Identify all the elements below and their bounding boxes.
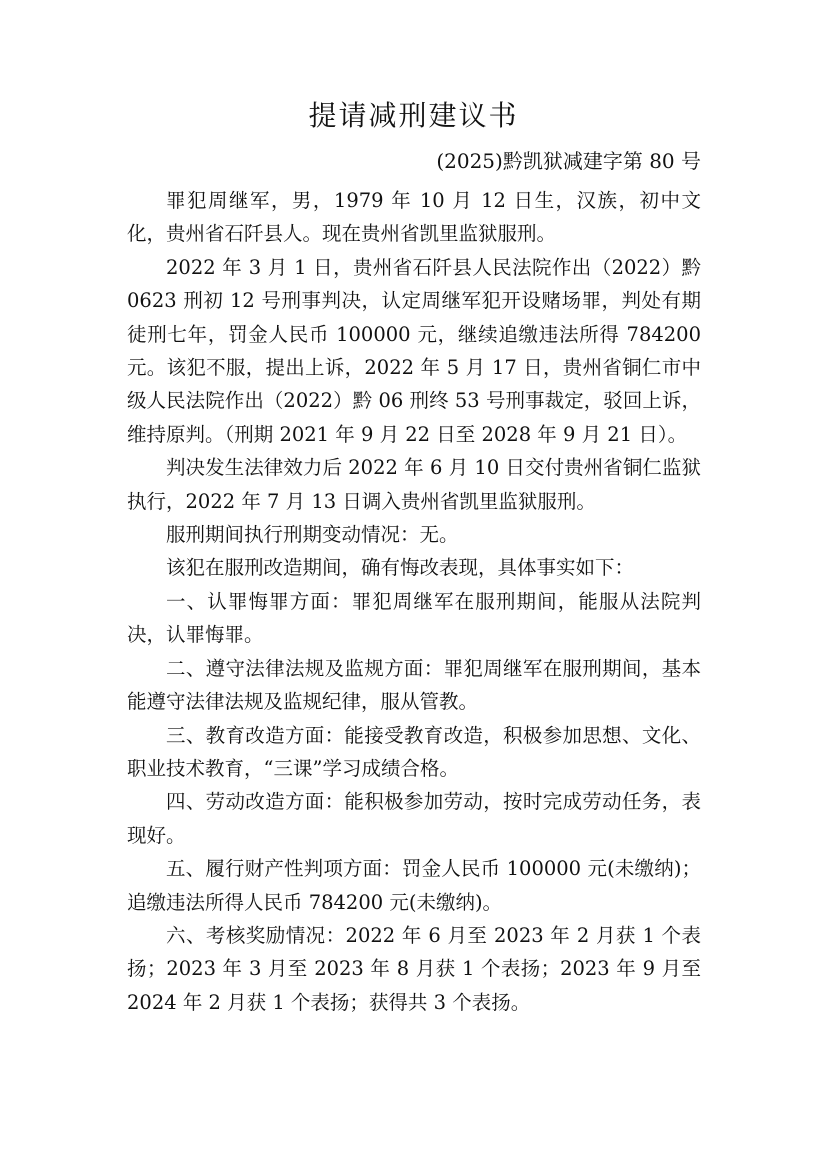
paragraph-item-4: 四、劳动改造方面：能积极参加劳动，按时完成劳动任务，表现好。 (127, 790, 701, 847)
paragraph-transfer: 判决发生法律效力后 2022 年 6 月 10 日交付贵州省铜仁监狱执行，2022 年 7 月 13 日调入贵州省凯里监狱服刑。 (127, 456, 701, 513)
paragraph-item-1: 一、认罪悔罪方面：罪犯周继军在服刑期间，能服从法院判决，认罪悔罪。 (127, 589, 701, 647)
document-number: (2025)黔凯狱减建字第 80 号 (436, 149, 701, 173)
paragraph-judgment: 2022 年 3 月 1 日，贵州省石阡县人民法院作出（2022）黔 0623 刑初 12 号刑事判决，认定周继军犯开设赌场罪，判处有期徒刑七年，罚金人民币 100000 元，继续追缴违法所得 784200 元。该犯不服，提出上诉，2022 年 5 月 17 日，贵州省铜仁市中级人民法院作出（2022）黔 06 刑终 53 号刑事裁定，驳回上诉，维持原判。（刑期 2021 年 9 月 22 日至 2028 年 9 月 21 日）。 (127, 255, 701, 446)
document-title: 提请减刑建议书 (308, 99, 519, 132)
paragraph-item-3: 三、教育改造方面：能接受教育改造，积极参加思想、文化、职业技术教育，“三课”学习成绩合格。 (127, 723, 701, 780)
paragraph-item-6: 六、考核奖励情况：2022 年 6 月至 2023 年 2 月获 1 个表扬；2023 年 3 月至 2023 年 8 月获 1 个表扬；2023 年 9 月至 2024 年 2 月获 1 个表扬；获得共 3 个表扬。 (127, 923, 701, 1014)
paragraph-item-2: 二、遵守法律法规及监规方面：罪犯周继军在服刑期间，基本能遵守法律法规及监规纪律，服从管教。 (127, 656, 701, 714)
paragraph-sentence-change: 服刑期间执行刑期变动情况：无。 (166, 523, 459, 547)
paragraph-repentance-intro: 该犯在服刑改造期间，确有悔改表现，具体事实如下： (166, 556, 635, 580)
paragraph-item-5: 五、履行财产性判项方面：罚金人民币 100000 元(未缴纳)；追缴违法所得人民币 784200 元(未缴纳)。 (127, 857, 701, 914)
document-body (127, 184, 701, 1019)
paragraph-criminal-info: 罪犯周继军，男，1979 年 10 月 12 日生，汉族，初中文化，贵州省石阡县人。现在贵州省凯里监狱服刑。 (127, 189, 701, 246)
